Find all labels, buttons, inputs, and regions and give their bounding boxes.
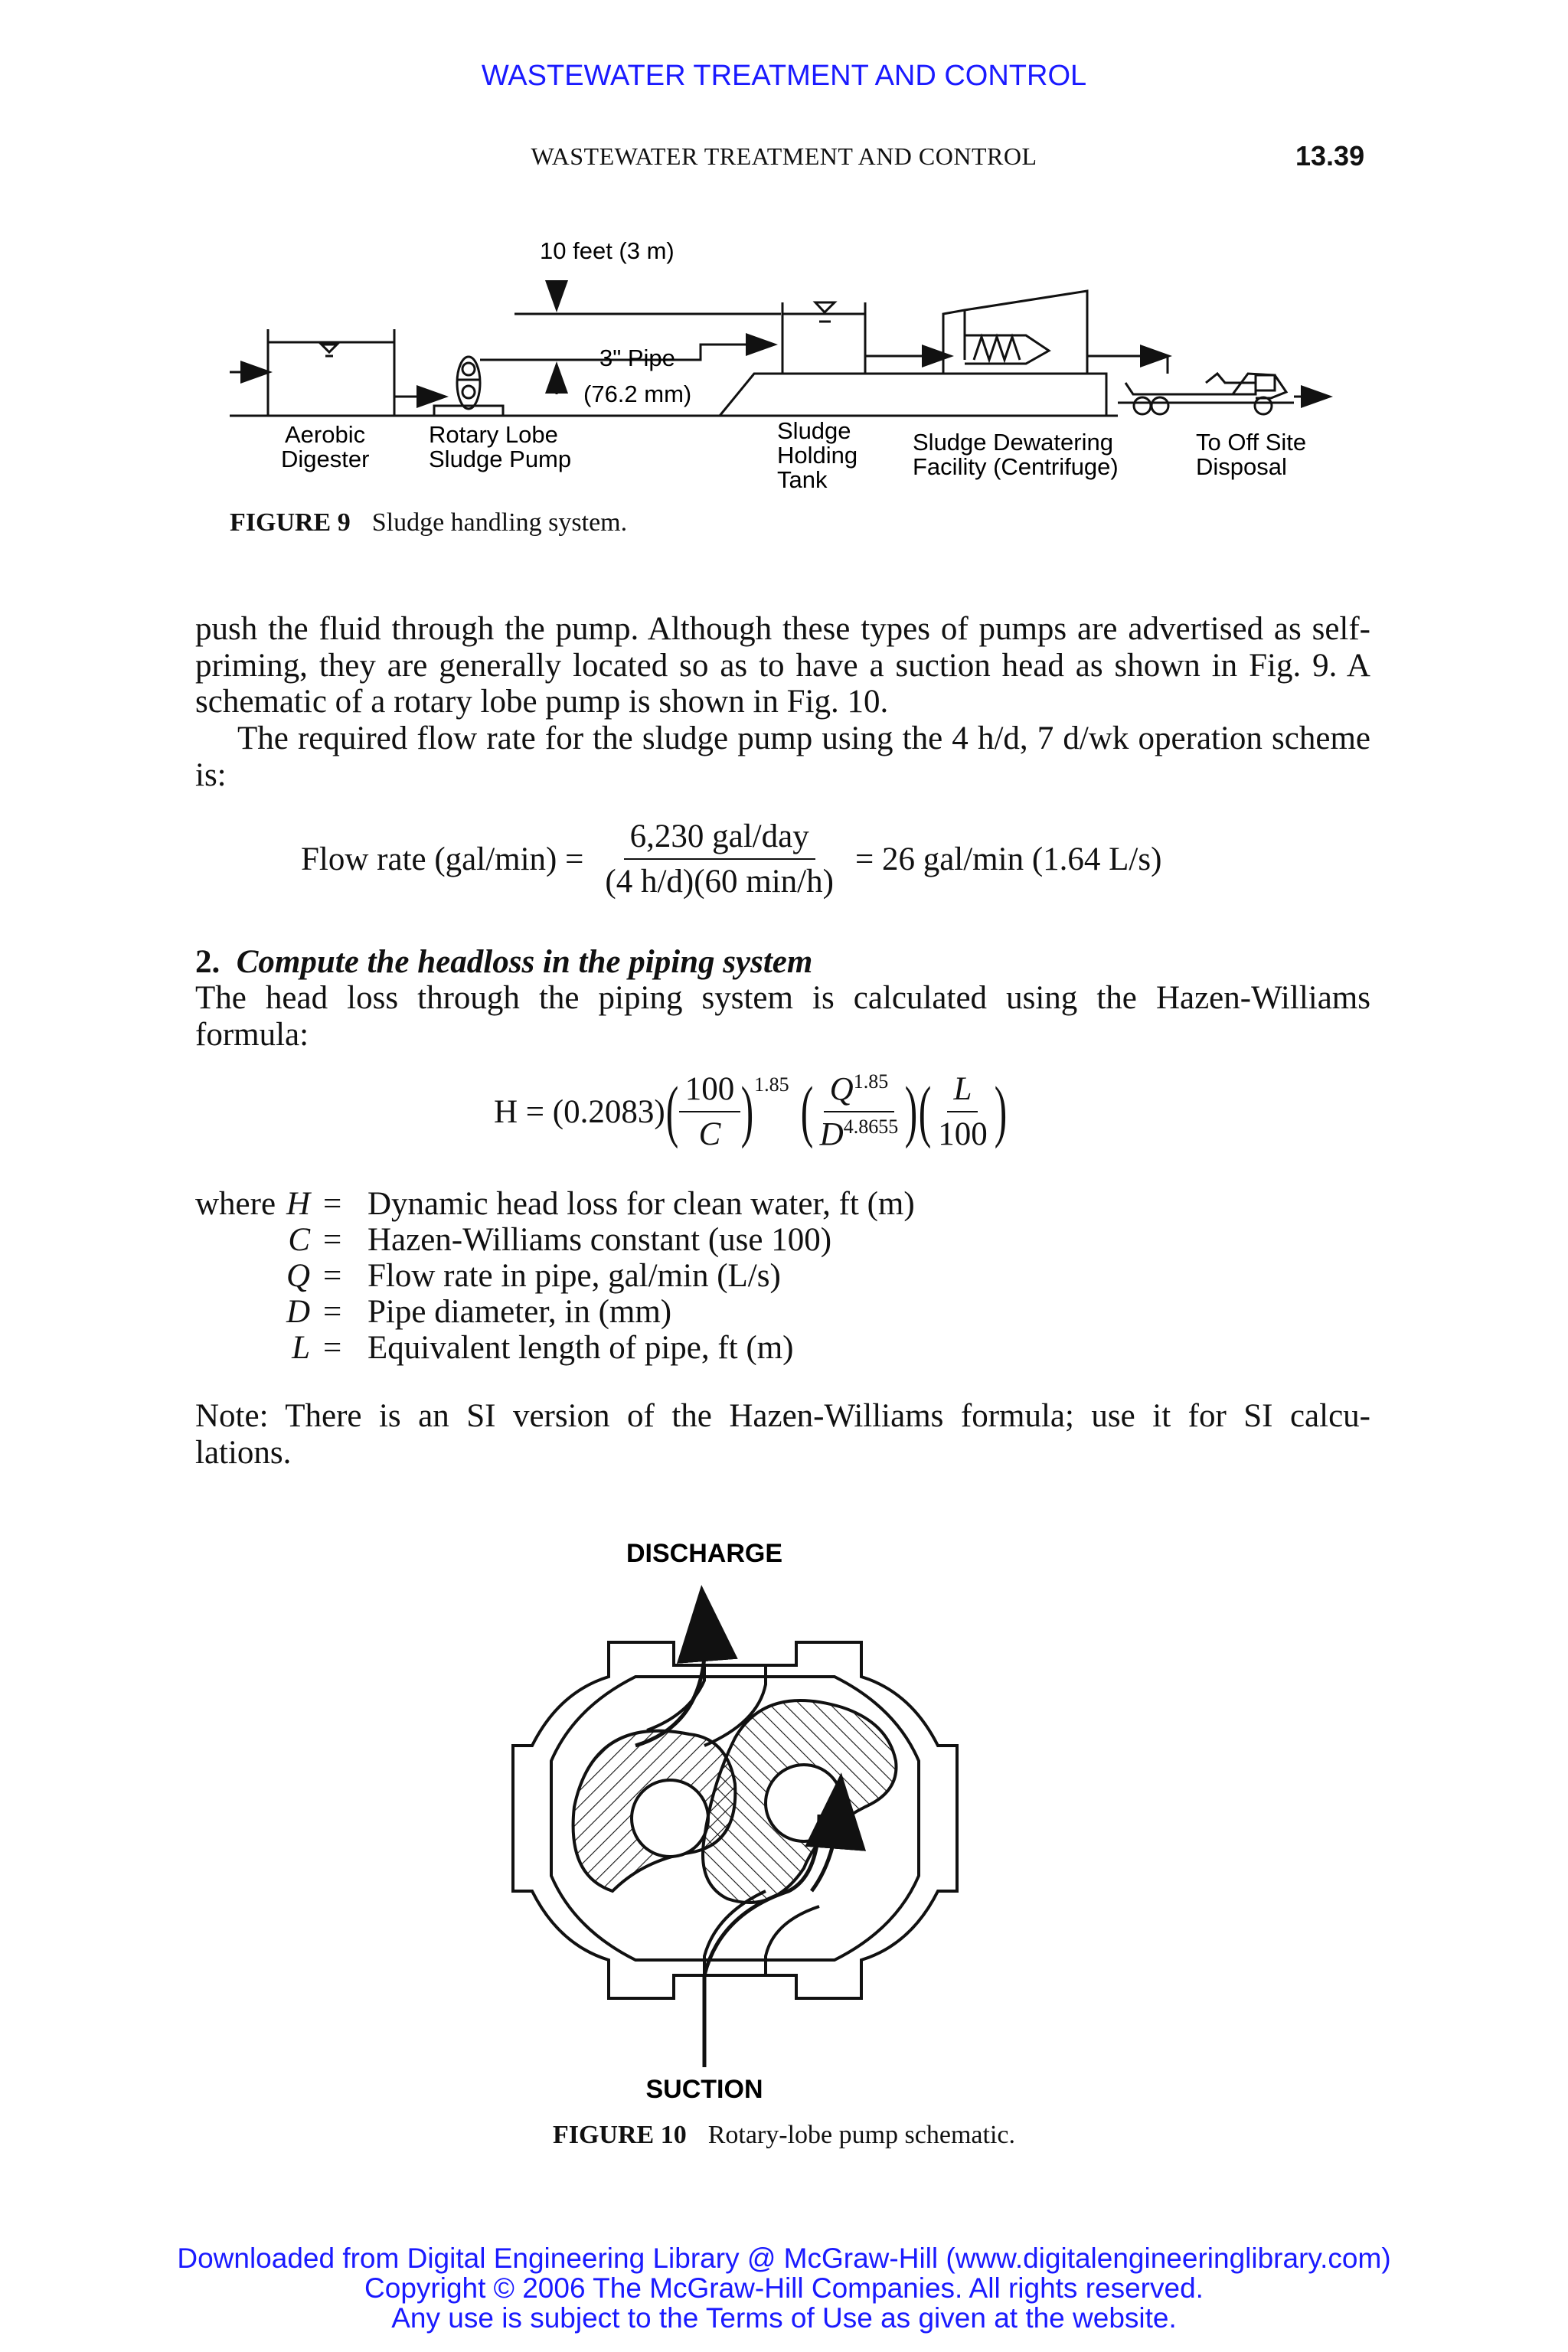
label-digester-2: Digester [281,446,370,472]
figure-10-caption [0,2121,1568,2150]
definition-text: Pipe diameter, in (mm) [368,1294,672,1330]
figure-9-diagram [0,0,1568,536]
step-2-number: 2. [195,944,220,980]
equals-sign: = [323,1258,342,1294]
hazen-frac3-num: L [947,1070,978,1112]
definition-text: Flow rate in pipe, gal/min (L/s) [368,1258,781,1294]
definition-symbol: Q [286,1258,310,1294]
label-pump-1: Rotary Lobe [429,421,558,448]
footer-line-3: Any use is subject to the Terms of Use as given at the website. [391,2302,1177,2334]
variable-definitions [195,1185,1420,1377]
label-height: 10 feet (3 m) [540,237,675,264]
figure-9-number: FIGURE 9 [230,508,351,537]
label-dewater-2: Facility (Centrifuge) [913,453,1119,480]
equals-sign: = [323,1294,342,1330]
hazen-fraction-3 [932,1070,994,1153]
definition-text: Equivalent length of pipe, ft (m) [368,1330,794,1366]
step-2-heading [195,943,812,981]
flow-rate-equation [301,818,1161,900]
flow-equation-lhs: Flow rate (gal/min) = [301,841,584,877]
paren-open-3: ( [918,1073,932,1150]
hazen-d: D [819,1116,844,1153]
flow-equation-denominator: (4 h/d)(60 min/h) [605,864,834,900]
step-2-title: Compute the headloss in the piping system [236,944,813,980]
hazen-fraction-2 [814,1070,905,1154]
label-disposal-1: To Off Site [1196,429,1307,456]
note-line-1: Note: There is an SI version of the Hazen-Williams formula; use it for SI calcu- [195,1398,1370,1434]
hazen-d-exp: 4.8655 [843,1116,899,1138]
paren-close-1: ) [740,1073,754,1150]
page-number: 13.39 [1295,140,1365,172]
note-si-version [195,1398,1370,1471]
definition-text: Dynamic head loss for clean water, ft (m) [368,1186,915,1222]
flow-equation-numerator: 6,230 gal/day [624,818,815,860]
paragraph-flow-rate-intro: The required flow rate for the sludge pump using the 4 h/d, 7 d/wk operation scheme is: [195,720,1370,793]
footer-line-1: Downloaded from Digital Engineering Library @ McGraw-Hill (www.digitalengineeringlibrary.com) [177,2243,1391,2274]
definition-symbol: L [292,1330,310,1366]
hazen-frac1-den: C [698,1116,721,1153]
paragraph-pump-description: push the fluid through the pump. Although these types of pumps are advertised as self-priming, they are generally located so as to have a suction head as shown in Fig. 9. A schematic of a rotary lobe pump is shown in Fig. 10. [195,611,1370,720]
figure-10-title: Rotary-lobe pump schematic. [707,2121,1015,2149]
definition-symbol: C [288,1222,310,1258]
figure-9-caption [230,508,627,537]
watermark-header: WASTEWATER TREATMENT AND CONTROL [481,60,1087,92]
definition-symbol: D [286,1294,310,1330]
definition-symbol: H [286,1186,310,1222]
note-line-2: lations. [195,1434,292,1471]
hazen-frac3-den: 100 [938,1116,988,1153]
paren-close-2: ) [904,1073,918,1150]
hazen-q-exp: 1.85 [853,1070,889,1093]
label-tank-3: Tank [777,466,828,493]
label-digester-1: Aerobic [285,421,366,448]
label-suction: SUCTION [645,2075,763,2104]
equals-sign: = [323,1222,342,1258]
hazen-williams-equation [494,1070,1008,1154]
hazen-lhs: H = (0.2083) [494,1093,665,1130]
figure-9-title: Sludge handling system. [371,508,628,537]
footer-line-2: Copyright © 2006 The McGraw-Hill Companies. All rights reserved. [364,2272,1204,2304]
footer-copyright [0,2243,1568,2333]
label-disposal-2: Disposal [1196,453,1287,480]
label-tank-2: Holding [777,442,858,469]
hazen-fraction-1 [679,1070,741,1153]
hazen-exponent-1: 1.85 [754,1073,789,1096]
label-pump-2: Sludge Pump [429,446,572,472]
label-pipe-mm: (76.2 mm) [583,381,692,407]
figure-10-number: FIGURE 10 [552,2121,687,2149]
figure-10-diagram [459,1531,1110,2113]
running-head: WASTEWATER TREATMENT AND CONTROL [531,142,1037,170]
paren-close-3: ) [994,1073,1007,1150]
flow-equation-fraction [599,818,840,900]
label-tank-1: Sludge [777,417,851,444]
paragraph-hazen-intro: The head loss through the piping system is calculated using the Hazen-Williams formula: [195,980,1370,1053]
flow-equation-rhs: = 26 gal/min (1.64 L/s) [854,841,1162,877]
paren-open-2: ( [800,1073,813,1150]
hazen-q: Q [829,1071,854,1108]
equals-sign: = [323,1330,342,1366]
where-lead: where [195,1186,276,1222]
equals-sign: = [323,1186,342,1222]
paren-open-1: ( [665,1073,678,1150]
hazen-frac1-num: 100 [679,1070,741,1112]
label-discharge: DISCHARGE [626,1539,783,1568]
label-pipe: 3" Pipe [599,345,675,371]
definition-text: Hazen-Williams constant (use 100) [368,1222,832,1258]
label-dewater-1: Sludge Dewatering [913,429,1113,456]
